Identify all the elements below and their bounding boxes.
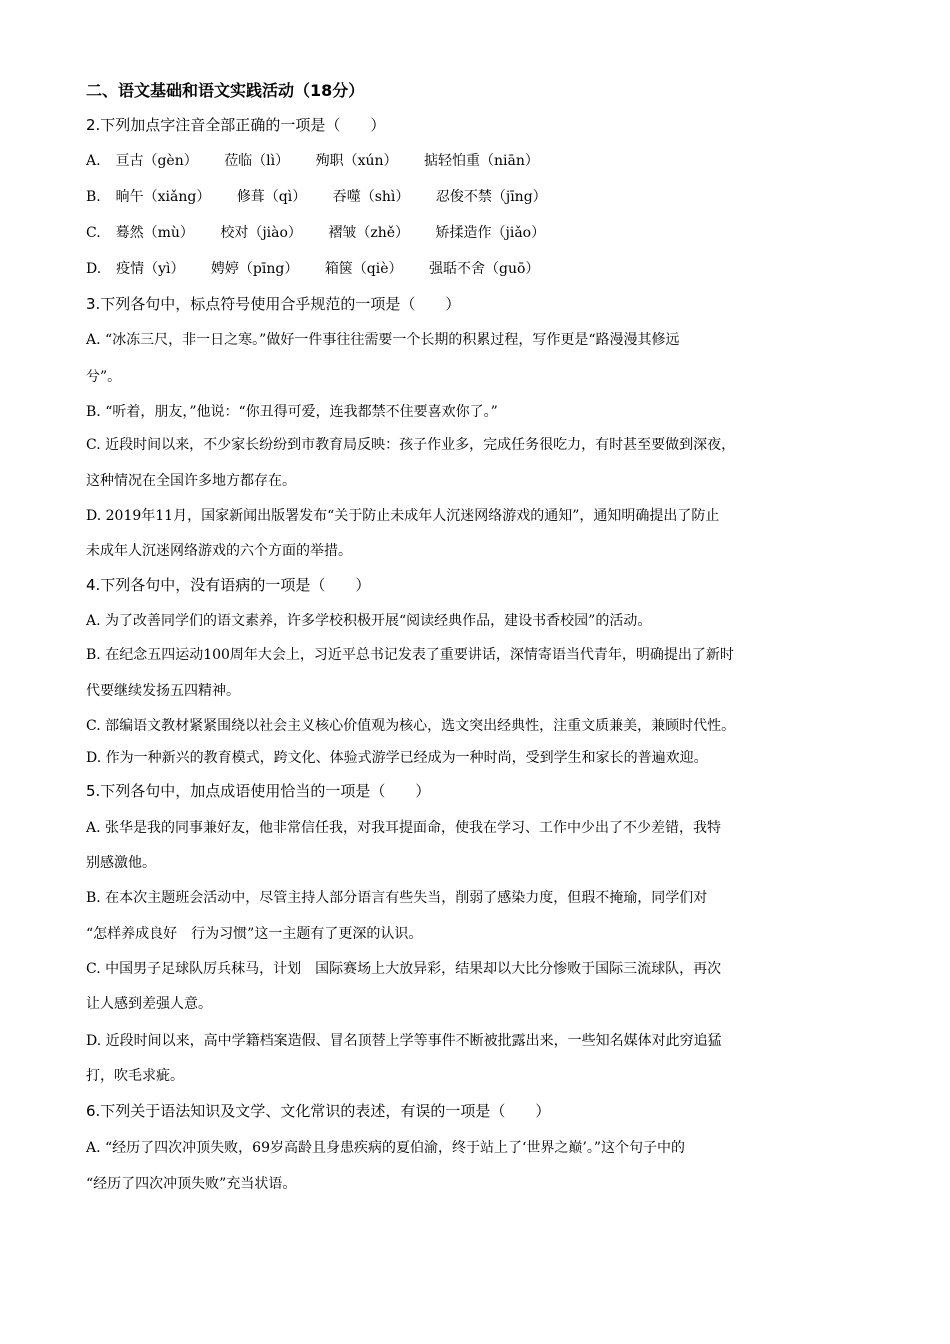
question-5-stem: 5.下列各句中，加点成语使用恰当的一项是（ ）: [86, 782, 431, 800]
question-2-option-d: [86, 258, 876, 280]
question-2-stem: 2.下列加点字注音全部正确的一项是（ ）: [86, 116, 386, 134]
option-text: 作为一种新兴的教育模式，跨文化、体验式游学已经成为一种时尚，受到学生和家长的普遍欢迎。: [105, 750, 708, 766]
question-3-option-a-cont: 兮”。: [86, 369, 122, 385]
question-4-option-c: [86, 715, 876, 737]
option-text: 在本次主题班会活动中，尽管主持人部分语言有些失当，削弱了感染力度，但瑕不掩瑜，同学们对: [105, 890, 708, 906]
option-text: 2019年11月，国家新闻出版署发布“关于防止未成年人沉迷网络游戏的通知”，通知明确提出了防止: [105, 508, 720, 524]
option-item: 褶皱（zhě）: [328, 225, 410, 241]
question-3-option-b: [86, 401, 876, 423]
option-label: A.: [86, 1140, 101, 1156]
question-5-option-d: [86, 1030, 876, 1052]
question-6-option-a: [86, 1137, 876, 1159]
option-item: 忍俊不禁（jīng）: [435, 189, 547, 205]
question-4-option-a: [86, 610, 876, 632]
option-item: 娉婷（pīng）: [210, 261, 299, 277]
option-item: 矫揉造作（jiǎo）: [435, 225, 546, 241]
question-5-option-c: [86, 958, 876, 980]
question-4-stem: 4.下列各句中，没有语病的一项是（ ）: [86, 576, 371, 594]
option-text: 近段时间以来，高中学籍档案造假、冒名顶替上学等事件不断被批露出来，一些知名媒体对此穷追猛: [105, 1033, 722, 1049]
question-2-option-b: [86, 186, 876, 208]
question-4-option-b-cont: 代要继续发扬五四精神。: [86, 683, 240, 699]
question-6-option-a-cont: “经历了四次冲顶失败”充当状语。: [86, 1176, 297, 1192]
option-item: 吞噬（shì）: [332, 189, 410, 205]
option-item: 掂轻怕重（niān）: [424, 153, 539, 169]
question-5-option-b-cont: “怎样养成良好 行为习惯”这一主题有了更深的认识。: [86, 926, 423, 942]
option-label: A.: [86, 153, 101, 169]
question-5-option-a-cont: 别感激他。: [86, 855, 156, 871]
option-label: B.: [86, 647, 101, 663]
option-text: 近段时间以来，不少家长纷纷到市教育局反映：孩子作业多，完成任务很吃力，有时甚至要做到深夜，: [105, 437, 736, 453]
section-title: 二、语文基础和语文实践活动（18分）: [86, 81, 365, 100]
option-text: 为了改善同学们的语文素养，许多学校积极开展“阅读经典作品，建设书香校园”的活动。: [105, 613, 652, 629]
option-label: C.: [86, 225, 101, 241]
question-3-stem: 3.下列各句中，标点符号使用合乎规范的一项是（ ）: [86, 295, 461, 313]
option-label: D.: [86, 261, 102, 277]
option-label: D.: [86, 508, 102, 524]
option-text: 张华是我的同事兼好友，他非常信任我，对我耳提面命，使我在学习、工作中少出了不少差错，我特: [105, 820, 722, 836]
question-5-option-d-cont: 打，吹毛求疵。: [86, 1068, 184, 1084]
question-6-stem: 6.下列关于语法知识及文学、文化常识的表述，有误的一项是（ ）: [86, 1102, 551, 1120]
option-text: 部编语文教材紧紧围绕以社会主义核心价值观为核心，选文突出经典性，注重文质兼美，兼顾时代性。: [105, 718, 736, 734]
option-label: A.: [86, 332, 101, 348]
option-item: 校对（jiào）: [220, 225, 302, 241]
question-3-option-c: [86, 434, 876, 456]
option-label: B.: [86, 890, 101, 906]
option-text: “听着，朋友，”他说：“你丑得可爱，连我都禁不住要喜欢你了。”: [105, 404, 498, 420]
question-5-option-c-cont: 让人感到差强人意。: [86, 996, 212, 1012]
option-item: 晌午（xiǎng）: [115, 189, 211, 205]
option-label: C.: [86, 437, 101, 453]
option-item: 强聒不舍（guō）: [429, 261, 540, 277]
option-item: 修葺（qì）: [236, 189, 307, 205]
question-2-option-a: [86, 150, 876, 172]
question-4-option-d: [86, 747, 876, 769]
option-text: 中国男子足球队厉兵秣马，计划 国际赛场上大放异彩，结果却以大比分惨败于国际三流球队，再次: [105, 961, 722, 977]
option-label: C.: [86, 718, 101, 734]
question-3-option-d-cont: 未成年人沉迷网络游戏的六个方面的举措。: [86, 543, 352, 559]
option-text: “冰冻三尺，非一日之寒。”做好一件事往往需要一个长期的积累过程，写作更是“路漫漫其修远: [105, 332, 680, 348]
option-text: “经历了四次冲顶失败，69岁高龄且身患疾病的夏伯渝，终于站上了‘世界之巅’。”这个句子中的: [105, 1140, 686, 1156]
option-label: A.: [86, 820, 101, 836]
option-item: 蓦然（mù）: [115, 225, 194, 241]
question-3-option-c-cont: 这种情况在全国许多地方都存在。: [86, 473, 296, 489]
option-label: D.: [86, 1033, 102, 1049]
option-item: 亘古（gèn）: [115, 153, 198, 169]
question-5-option-b: [86, 887, 876, 909]
option-item: 疫情（yì）: [116, 261, 185, 277]
option-item: 殉职（xún）: [315, 153, 398, 169]
question-3-option-a: [86, 329, 876, 351]
option-item: 箱箧（qiè）: [324, 261, 403, 277]
option-label: A.: [86, 613, 101, 629]
question-2-option-c: [86, 222, 876, 244]
option-text: 在纪念五四运动100周年大会上，习近平总书记发表了重要讲话，深情寄语当代青年，明确提出了新时: [105, 647, 734, 663]
question-4-option-b: [86, 644, 876, 666]
option-label: B.: [86, 404, 101, 420]
option-item: 莅临（lì）: [224, 153, 290, 169]
option-label: B.: [86, 189, 101, 205]
option-label: D.: [86, 750, 102, 766]
question-3-option-d: [86, 505, 876, 527]
question-5-option-a: [86, 817, 876, 839]
option-label: C.: [86, 961, 101, 977]
